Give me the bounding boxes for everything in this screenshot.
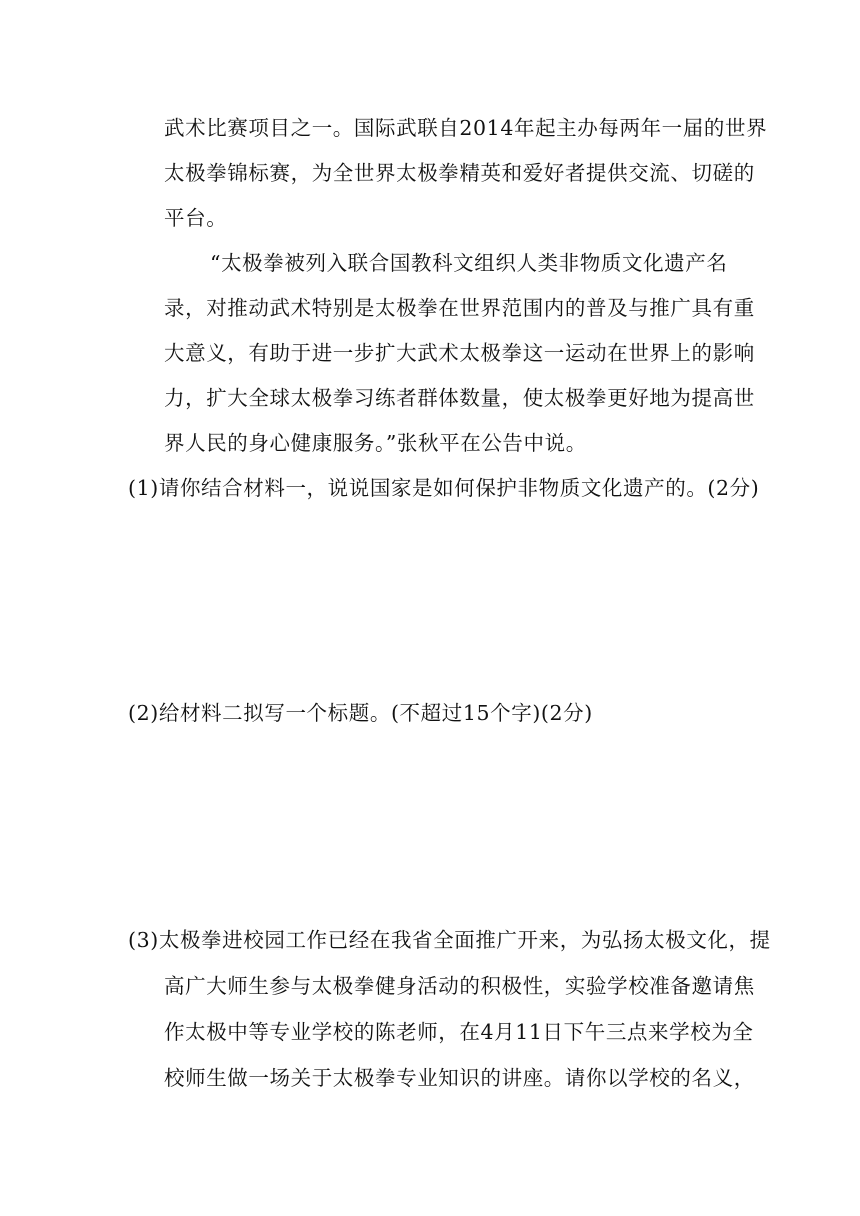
- text-line: 太极拳锦标赛，为全世界太极拳精英和爱好者提供交流、切磋的: [164, 161, 755, 185]
- text-line: 武术比赛项目之一。国际武联自2014年起主办每两年一届的世界: [164, 116, 768, 140]
- answer-area-2[interactable]: [128, 740, 728, 910]
- question-3-line: (3)太极拳进校园工作已经在我省全面推广开来，为弘扬太极文化，提: [128, 928, 771, 952]
- quote-line: 力，扩大全球太极拳习练者群体数量，使太极拳更好地为提高世: [164, 386, 755, 410]
- question-3-line: 作太极中等专业学校的陈老师，在4月11日下午三点来学校为全: [164, 1020, 754, 1044]
- quote-line: 录，对推动武术特别是太极拳在世界范围内的普及与推广具有重: [164, 296, 755, 320]
- question-1: (1)请你结合材料一，说说国家是如何保护非物质文化遗产的。(2分): [128, 476, 760, 500]
- quote-line: 大意义，有助于进一步扩大武术太极拳这一运动在世界上的影响: [164, 341, 755, 365]
- text-line: 平台。: [164, 206, 228, 230]
- quote-line: 界人民的身心健康服务。”张秋平在公告中说。: [164, 431, 587, 455]
- question-3-line: 高广大师生参与太极拳健身活动的积极性，实验学校准备邀请焦: [164, 974, 755, 998]
- answer-area-1[interactable]: [128, 515, 728, 685]
- question-3-line: 校师生做一场关于太极拳专业知识的讲座。请你以学校的名义，: [164, 1066, 755, 1090]
- quote-line: “太极拳被列入联合国教科文组织人类非物质文化遗产名: [210, 251, 728, 275]
- question-2: (2)给材料二拟写一个标题。(不超过15个字)(2分): [128, 701, 593, 725]
